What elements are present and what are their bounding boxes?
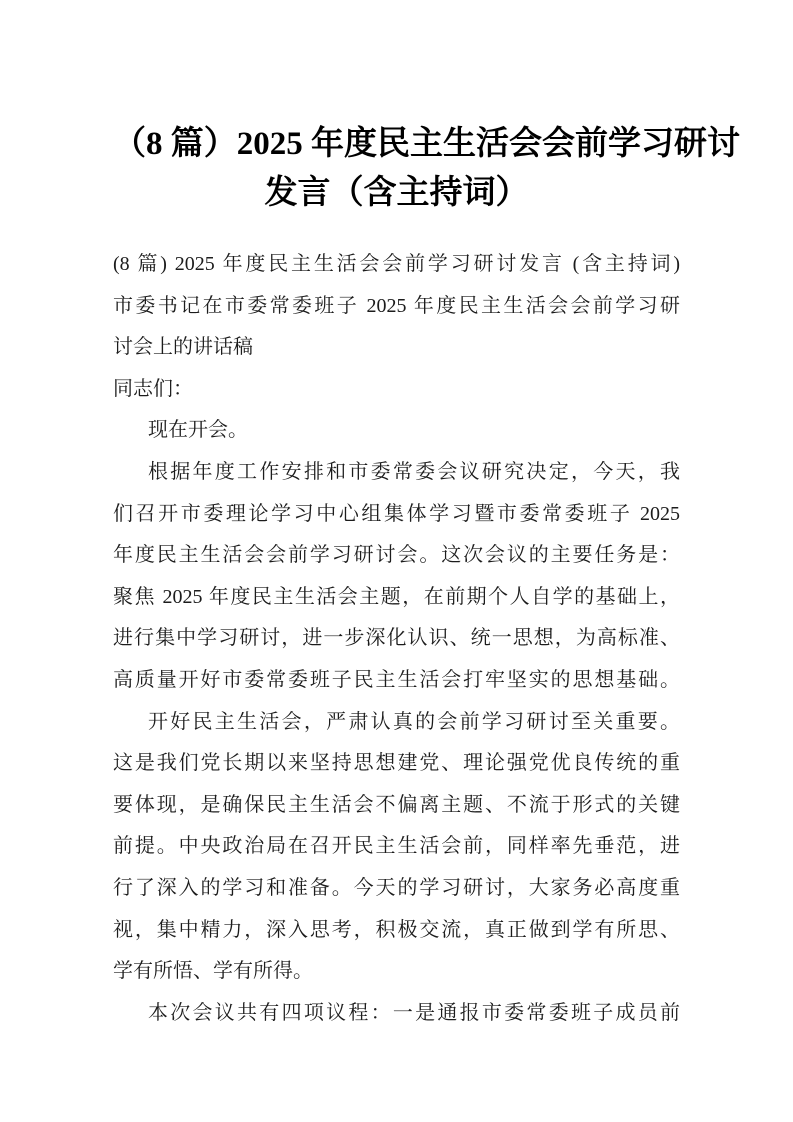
document-title-line-2: 发言（含主持词） (264, 175, 529, 211)
body-line: 要体现，是确保民主生活会不偏离主题、不流于形式的关键 (113, 793, 680, 816)
body-line: 开好民主生活会，严肃认真的会前学习研讨至关重要。 (148, 710, 680, 733)
body-line: 讨会上的讲话稿 (113, 336, 253, 359)
body-line: 市委书记在市委常委班子 2025 年度民主生活会会前学习研 (113, 294, 680, 317)
body-line: 视，集中精力，深入思考，积极交流，真正做到学有所思、 (113, 918, 680, 941)
body-line: 行了深入的学习和准备。今天的学习研讨，大家务必高度重 (113, 876, 680, 899)
body-line: 高质量开好市委常委班子民主生活会打牢坚实的思想基础。 (113, 668, 680, 691)
body-line: 现在开会。 (148, 419, 248, 442)
document-title-line-1: （8 篇）2025 年度民主生活会会前学习研讨 (113, 126, 740, 162)
body-line: 本次会议共有四项议程：一是通报市委常委班子成员前 (148, 1001, 680, 1024)
body-line: (8 篇) 2025 年度民主生活会会前学习研讨发言 (含主持词) (113, 253, 680, 275)
body-line: 学有所悟、学有所得。 (113, 960, 313, 983)
document-body (113, 244, 680, 1034)
body-line: 根据年度工作安排和市委常委会议研究决定，今天，我 (148, 460, 680, 483)
body-line: 这是我们党长期以来坚持思想建党、理论强党优良传统的重 (113, 752, 680, 775)
body-line: 们召开市委理论学习中心组集体学习暨市委常委班子 2025 (113, 502, 680, 525)
document-content (113, 0, 740, 1034)
body-line: 年度民主生活会会前学习研讨会。这次会议的主要任务是： (113, 544, 680, 567)
document-title (113, 120, 740, 218)
body-line: 聚焦 2025 年度民主生活会主题，在前期个人自学的基础上， (113, 585, 680, 608)
body-line: 同志们： (113, 377, 193, 400)
body-line: 进行集中学习研讨，进一步深化认识、统一思想，为高标准、 (113, 627, 680, 650)
body-line: 前提。中央政治局在召开民主生活会前，同样率先垂范，进 (113, 835, 680, 858)
